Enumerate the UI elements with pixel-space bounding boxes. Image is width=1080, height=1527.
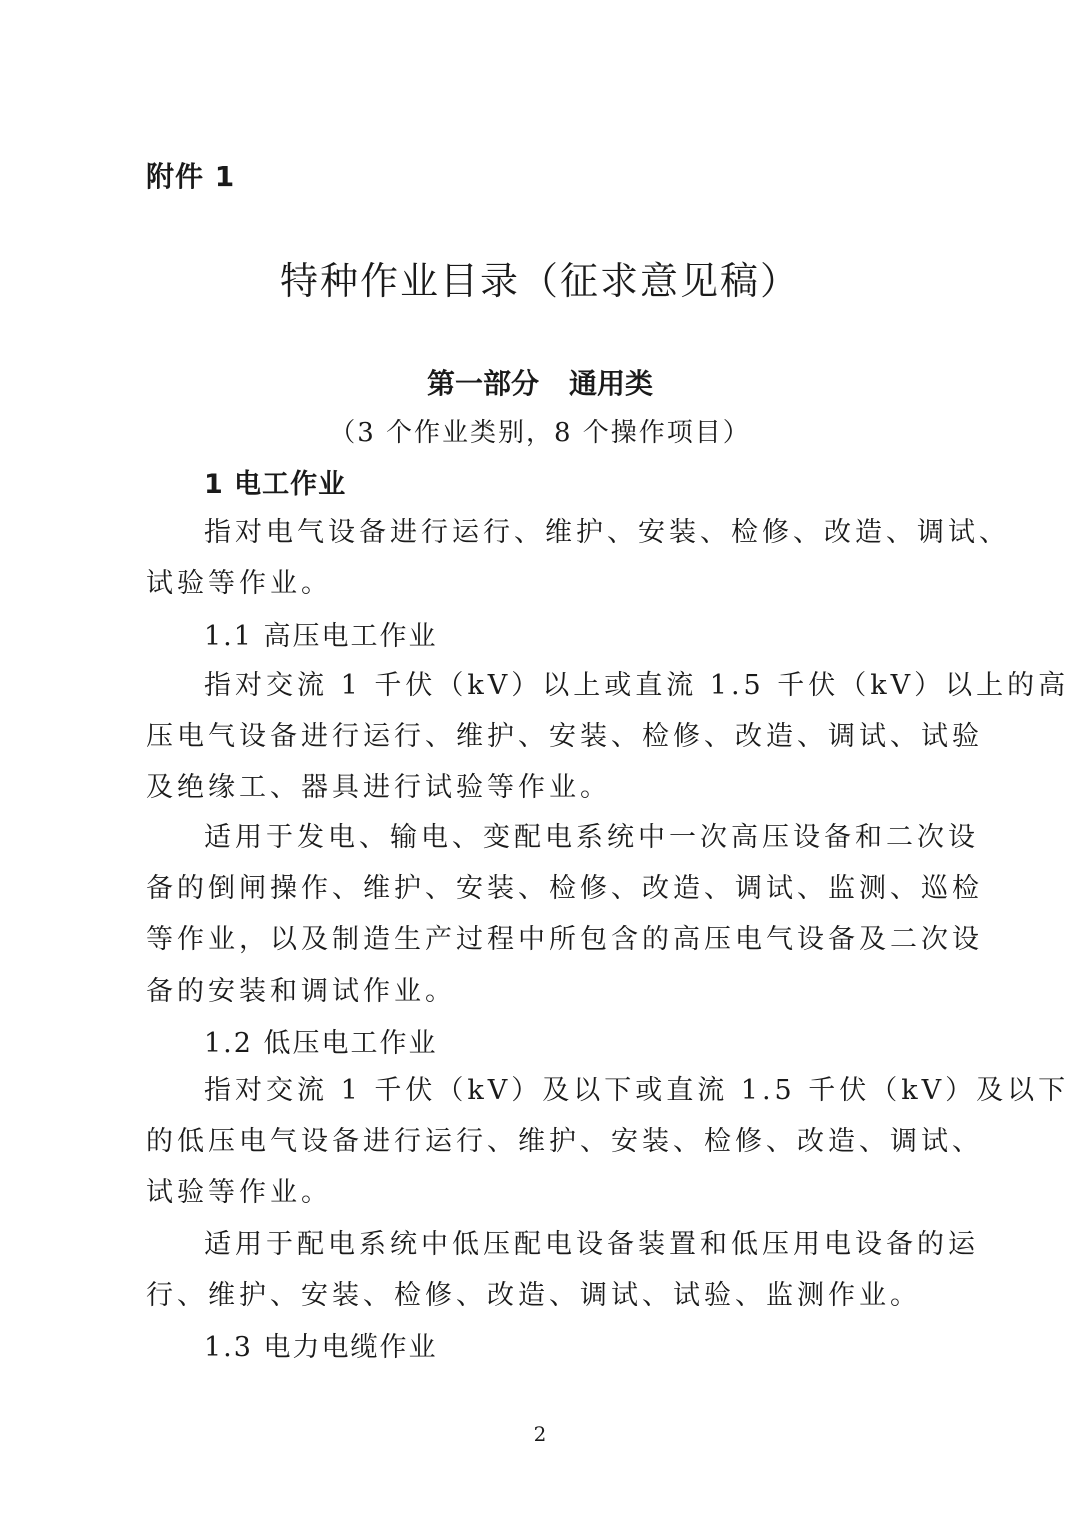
page-number: 2 xyxy=(533,1422,547,1446)
section-1-title: 1 电工作业 xyxy=(204,469,347,500)
section-1-text xyxy=(146,507,1010,609)
text-line: 压电气设备进行运行、维护、安装、检修、改造、调试、试验 xyxy=(146,721,983,753)
text-line: 指对交流 1 千伏（kV）及以下或直流 1.5 千伏（kV）及以下 xyxy=(204,1075,1070,1106)
text-line: 试验等作业。 xyxy=(146,1177,332,1209)
text-line: 试验等作业。 xyxy=(146,568,332,600)
text-line: 备的安装和调试作业。 xyxy=(146,975,456,1007)
text-line: 适用于发电、输电、变配电系统中一次高压设备和二次设 xyxy=(204,822,979,853)
text-line: 等作业，以及制造生产过程中所包含的高压电气设备及二次设 xyxy=(146,924,983,956)
text-line: 备的倒闸操作、维护、安装、检修、改造、调试、监测、巡检 xyxy=(146,873,983,905)
section-1-1-paragraph-1 xyxy=(146,660,1070,814)
section-1-2-paragraph-1 xyxy=(146,1065,1070,1219)
section-1-2-title: 1.2 低压电工作业 xyxy=(204,1028,438,1059)
part-heading-name: 通用类 xyxy=(569,367,654,400)
section-1-1-paragraph-2 xyxy=(146,812,983,1017)
document-title: 特种作业目录（征求意见稿） xyxy=(279,259,800,303)
text-line: 的低压电气设备进行运行、维护、安装、检修、改造、调试、 xyxy=(146,1126,983,1158)
attachment-label: 附件 1 xyxy=(146,160,236,193)
text-line: 指对电气设备进行运行、维护、安装、检修、改造、调试、 xyxy=(204,517,1010,548)
text-line: 及绝缘工、器具进行试验等作业。 xyxy=(146,772,611,804)
part-heading-number: 第一部分 xyxy=(426,367,539,400)
text-line: 行、维护、安装、检修、改造、调试、试验、监测作业。 xyxy=(146,1280,921,1312)
section-1-3-title: 1.3 电力电缆作业 xyxy=(204,1332,438,1363)
section-1-2-paragraph-2 xyxy=(146,1219,979,1321)
section-1-1-title: 1.1 高压电工作业 xyxy=(204,621,438,652)
text-line: 适用于配电系统中低压配电设备装置和低压用电设备的运 xyxy=(204,1229,979,1260)
part-heading xyxy=(0,362,1080,402)
part-note: （3 个作业类别，8 个操作项目） xyxy=(329,418,751,448)
text-line: 指对交流 1 千伏（kV）以上或直流 1.5 千伏（kV）以上的高 xyxy=(204,670,1070,701)
